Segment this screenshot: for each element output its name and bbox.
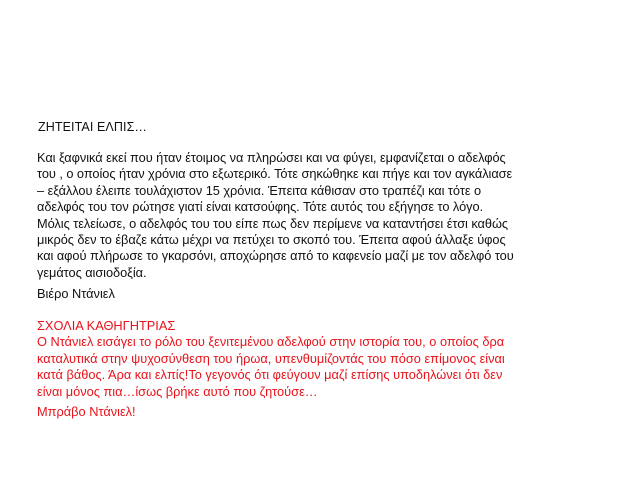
story-line: – εξάλλου έλειπε τουλάχιστον 15 χρόνια. Έπειτα κάθισαν στο τραπέζι και τότε ο — [37, 182, 482, 198]
teacher-comments — [37, 318, 607, 420]
story-text — [37, 150, 603, 281]
comment-line: είναι μόνος πια…ίσως βρήκε αυτό που ζητούσε… — [37, 383, 318, 399]
story-line: και αφού πλήρωσε το γκαρσόνι, αποχώρησε από το καφενείο μαζί με τον αδελφό του — [37, 248, 514, 264]
story-line: του , ο οποίος ήταν χρόνια στο εξωτερικό. Τότε σηκώθηκε και πήγε και τον αγκάλιασε — [37, 166, 513, 182]
story-line: μικρός δεν το έβαζε κάτω μέχρι να πετύχει το σκοπό του. Έπειτα αφού άλλαξε ύφος — [37, 232, 506, 248]
author-name: Βιέρο Ντάνιελ — [37, 286, 115, 301]
story-line: αδελφός του τον ρώτησε γιατί είναι κατσούφης. Τότε αυτός του εξήγησε το λόγο. — [37, 199, 484, 215]
comment-line: κατά βάθος. Άρα και ελπίς!Το γεγονός ότι φεύγουν μαζί επίσης υποδηλώνει ότι δεν — [37, 367, 503, 383]
comment-signoff: Μπράβο Ντάνιελ! — [37, 404, 136, 420]
story-line: Και ξαφνικά εκεί που ήταν έτοιμος να πληρώσει και να φύγει, εμφανίζεται ο αδελφός — [37, 150, 506, 165]
story-line: Μόλις τελείωσε, ο αδελφός του του είπε πως δεν περίμενε να καταντήσει έτσι καθώς — [37, 215, 509, 231]
comments-heading: ΣΧΟΛΙΑ ΚΑΘΗΓΗΤΡΙΑΣ — [37, 318, 176, 333]
slide-title: ΖΗΤΕΙΤΑΙ ΕΛΠΙΣ… — [38, 120, 148, 134]
comment-line: Ο Ντάνιελ εισάγει το ρόλο του ξενιτεμένου αδελφού στην ιστορία του, ο οποίος δρα — [37, 334, 505, 350]
story-line: γεμάτος αισιοδοξία. — [37, 264, 147, 280]
comment-line: καταλυτικά στην ψυχοσύνθεση του ήρωα, υπενθυμίζοντάς του πόσο επίμονος είναι — [37, 350, 505, 366]
